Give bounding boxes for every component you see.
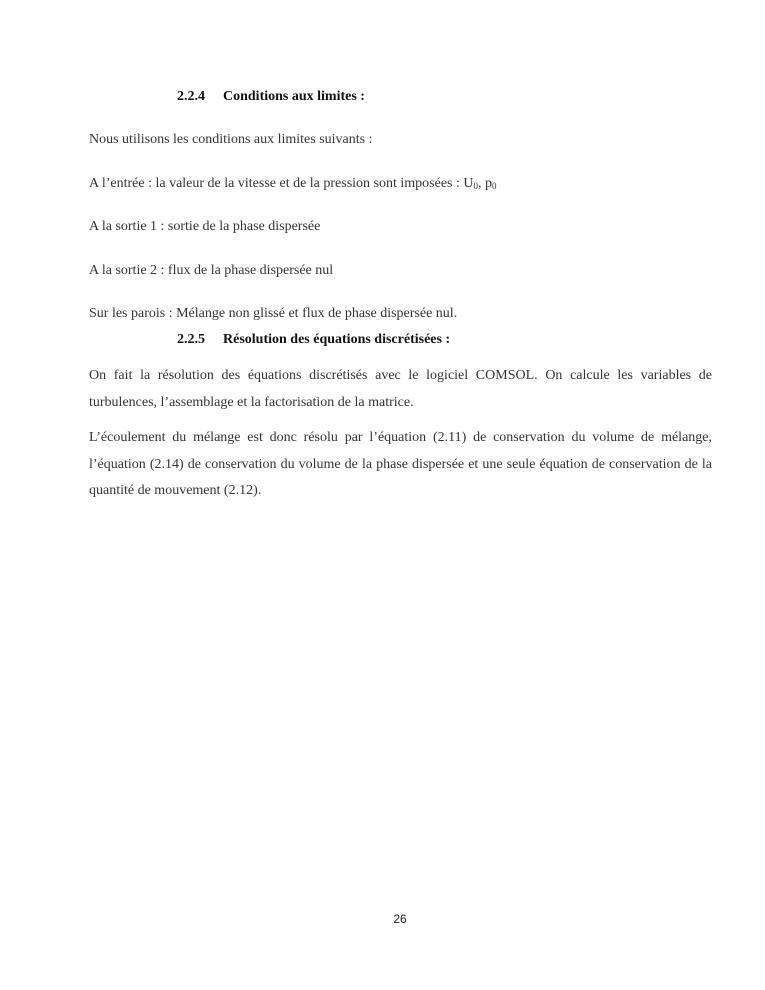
- section-title: Conditions aux limites :: [223, 89, 365, 104]
- p-subscript: 0: [492, 181, 497, 191]
- section-number: 2.2.5: [177, 332, 205, 347]
- outlet-2-condition: A la sortie 2 : flux de la phase dispersée nul: [89, 263, 334, 278]
- entry-text: A l’entrée : la valeur de la vitesse et de la pression sont imposées : U: [89, 176, 474, 191]
- paragraph-mixture-flow: L’écoulement du mélange est donc résolu par l’équation (2.11) de conservation du volume de mélange, l’équation (2.14) de conservation du volume de la phase dispersée et une seule équation de conservation de la quantité de mouvement (2.12).: [89, 430, 712, 498]
- page-number: 26: [393, 912, 407, 926]
- section-title: Résolution des équations discrétisées :: [223, 332, 451, 347]
- entry-condition: [89, 176, 497, 192]
- paragraph-comsol: On fait la résolution des équations discrétisés avec le logiciel COMSOL. On calcule les variables de turbulences, l’assemblage et la factorisation de la matrice.: [89, 368, 712, 410]
- section-heading-2-2-4: [177, 89, 365, 105]
- u-subscript: 0: [473, 181, 479, 191]
- entry-separator: , p: [478, 176, 493, 191]
- outlet-1-condition: A la sortie 1 : sortie de la phase dispersée: [89, 219, 321, 234]
- intro-text: Nous utilisons les conditions aux limites suivants :: [89, 132, 373, 147]
- section-number: 2.2.4: [177, 89, 205, 104]
- walls-condition: Sur les parois : Mélange non glissé et flux de phase dispersée nul.: [89, 306, 458, 321]
- section-heading-2-2-5: [177, 332, 450, 348]
